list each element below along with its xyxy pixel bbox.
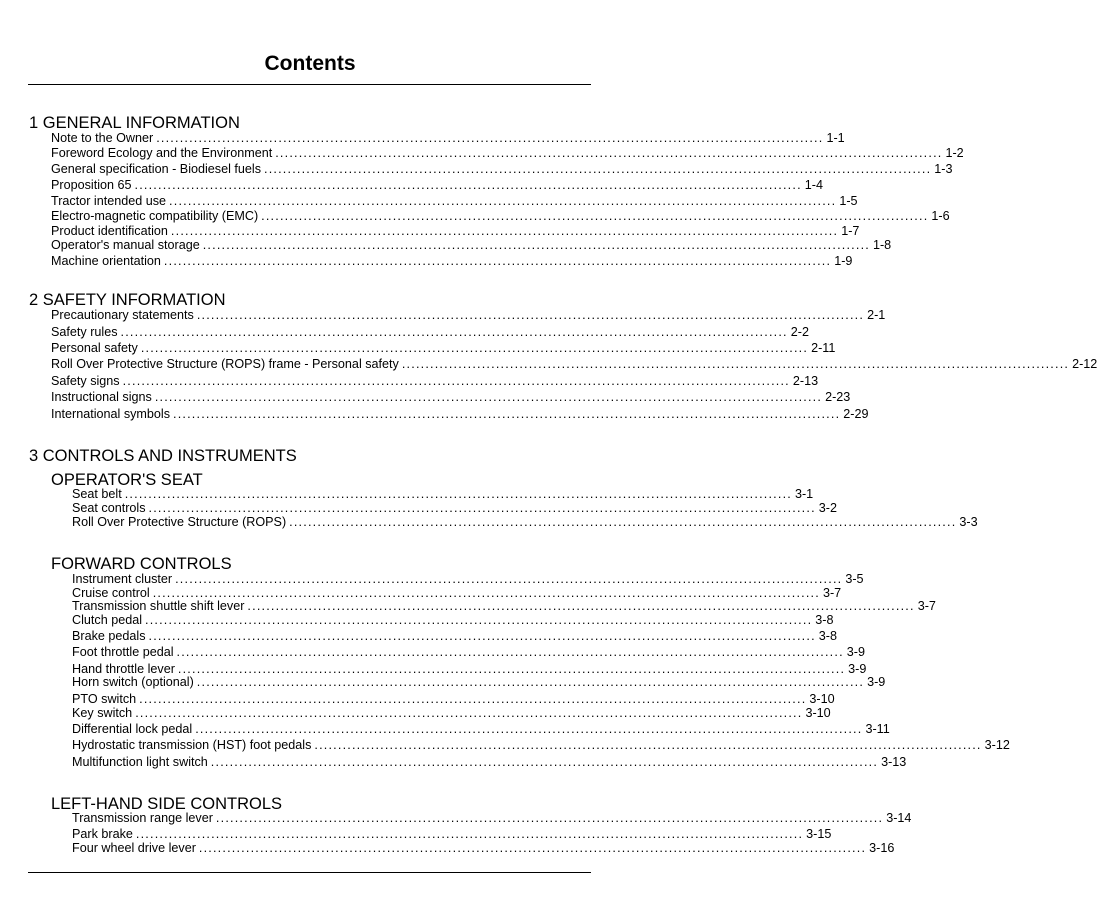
toc-entry-page: 3-1 bbox=[794, 487, 814, 501]
toc-entry-title: Hydrostatic transmission (HST) foot pedals bbox=[72, 738, 312, 752]
dot-leader: .............................................................................................................................................. bbox=[196, 308, 865, 322]
toc-entry-page: 3-9 bbox=[846, 645, 865, 659]
dot-leader: .............................................................................................................................................. bbox=[173, 407, 841, 421]
toc-entry-title: Instructional signs bbox=[51, 390, 152, 404]
dot-leader: .............................................................................................................................................. bbox=[198, 841, 867, 855]
toc-entry-page: 1-3 bbox=[934, 162, 953, 176]
toc-entry-title: Hand throttle lever bbox=[72, 662, 175, 676]
toc-entry[interactable] bbox=[72, 599, 936, 614]
toc-entry[interactable] bbox=[72, 613, 834, 628]
toc-entry[interactable] bbox=[51, 254, 853, 269]
toc-entry[interactable] bbox=[51, 238, 892, 253]
toc-entry-page: 3-5 bbox=[845, 572, 864, 586]
toc-entry-page: 3-10 bbox=[805, 706, 831, 720]
toc-entry[interactable] bbox=[51, 162, 953, 177]
toc-entry[interactable] bbox=[51, 131, 845, 146]
toc-entry-title: Electro-magnetic compatibility (EMC) bbox=[51, 209, 259, 223]
toc-entry-title: Foot throttle pedal bbox=[72, 645, 174, 659]
subsection-heading: LEFT-HAND SIDE CONTROLS bbox=[51, 795, 283, 813]
toc-entry-title: Tractor intended use bbox=[51, 194, 167, 208]
toc-entry-page: 3-2 bbox=[818, 501, 837, 515]
subsection-heading: OPERATOR'S SEAT bbox=[51, 471, 203, 489]
dot-leader: .............................................................................................................................................. bbox=[195, 722, 863, 736]
toc-entry-page: 3-14 bbox=[886, 811, 912, 825]
toc-entry-page: 2-11 bbox=[811, 341, 836, 355]
dot-leader: .............................................................................................................................................. bbox=[261, 209, 929, 223]
toc-entry-page: 2-29 bbox=[843, 407, 869, 421]
bottom-rule bbox=[28, 872, 591, 873]
toc-entry-title: Operator's manual storage bbox=[51, 238, 200, 252]
toc-entry-page: 3-16 bbox=[869, 841, 895, 855]
toc-entry-page: 3-13 bbox=[881, 755, 907, 769]
toc-entry-page: 1-5 bbox=[839, 194, 858, 208]
toc-entry-title: Transmission shuttle shift lever bbox=[72, 599, 245, 613]
toc-entry[interactable] bbox=[72, 722, 890, 737]
toc-entry[interactable] bbox=[72, 645, 865, 660]
toc-entry[interactable] bbox=[51, 224, 860, 239]
toc-entry[interactable] bbox=[72, 487, 814, 502]
toc-entry-title: Seat controls bbox=[72, 501, 146, 515]
dot-leader: .............................................................................................................................................. bbox=[275, 146, 943, 160]
toc-entry[interactable] bbox=[72, 515, 978, 530]
dot-leader: .............................................................................................................................................. bbox=[135, 706, 803, 720]
dot-leader: .............................................................................................................................................. bbox=[314, 738, 982, 752]
toc-entry[interactable] bbox=[51, 209, 950, 224]
toc-entry-page: 3-3 bbox=[959, 515, 978, 529]
toc-entry-title: Personal safety bbox=[51, 341, 138, 355]
toc-entry[interactable] bbox=[51, 178, 823, 193]
toc-entry-title: Safety rules bbox=[51, 325, 118, 339]
toc-entry-title: Proposition 65 bbox=[51, 178, 132, 192]
toc-entry-page: 3-7 bbox=[917, 599, 936, 613]
dot-leader: .............................................................................................................................................. bbox=[134, 178, 802, 192]
dot-leader: .............................................................................................................................................. bbox=[175, 572, 843, 586]
toc-entry-title: Multifunction light switch bbox=[72, 755, 208, 769]
toc-entry[interactable] bbox=[72, 811, 912, 826]
toc-entry-title: Differential lock pedal bbox=[72, 722, 193, 736]
toc-entry[interactable] bbox=[72, 706, 831, 721]
dot-leader: .............................................................................................................................................. bbox=[177, 662, 846, 676]
toc-entry-title: PTO switch bbox=[72, 692, 137, 706]
dot-leader: .............................................................................................................................................. bbox=[176, 645, 844, 659]
toc-entry[interactable] bbox=[72, 841, 895, 856]
toc-entry[interactable] bbox=[51, 146, 964, 161]
toc-entry[interactable] bbox=[72, 501, 837, 516]
toc-entry-title: Foreword Ecology and the Environment bbox=[51, 146, 273, 160]
dot-leader: .............................................................................................................................................. bbox=[210, 755, 879, 769]
toc-entry-title: Instrument cluster bbox=[72, 572, 173, 586]
section-heading: 3 CONTROLS AND INSTRUMENTS bbox=[29, 447, 297, 465]
dot-leader: .............................................................................................................................................. bbox=[140, 341, 809, 355]
toc-entry-page: 2-23 bbox=[825, 390, 851, 404]
toc-entry-page: 3-7 bbox=[822, 586, 842, 600]
toc-entry-page: 2-13 bbox=[792, 374, 819, 388]
toc-entry-page: 3-9 bbox=[848, 662, 867, 676]
dot-leader: .............................................................................................................................................. bbox=[148, 501, 816, 515]
toc-entry-page: 3-8 bbox=[815, 613, 834, 627]
toc-entry-page: 3-15 bbox=[806, 827, 832, 841]
dot-leader: .............................................................................................................................................. bbox=[120, 325, 788, 339]
dot-leader: .............................................................................................................................................. bbox=[124, 487, 792, 501]
toc-entry[interactable] bbox=[72, 827, 832, 842]
toc-entry-title: Precautionary statements bbox=[51, 308, 194, 322]
dot-leader: .............................................................................................................................................. bbox=[169, 194, 837, 208]
toc-entry[interactable] bbox=[51, 390, 851, 405]
dot-leader: .............................................................................................................................................. bbox=[148, 629, 816, 643]
toc-entry[interactable] bbox=[51, 341, 836, 356]
toc-entry-page: 1-2 bbox=[945, 146, 964, 160]
dot-leader: .............................................................................................................................................. bbox=[154, 390, 823, 404]
dot-leader: .............................................................................................................................................. bbox=[163, 254, 832, 268]
toc-entry[interactable] bbox=[72, 675, 886, 690]
dot-leader: .............................................................................................................................................. bbox=[122, 374, 790, 388]
toc-entry-page: 2-2 bbox=[790, 325, 809, 339]
toc-entry[interactable] bbox=[51, 194, 858, 209]
dot-leader: .............................................................................................................................................. bbox=[289, 515, 957, 529]
toc-entry-page: 1-8 bbox=[872, 238, 892, 252]
toc-entry-page: 3-12 bbox=[984, 738, 1010, 752]
toc-entry-page: 2-1 bbox=[867, 308, 886, 322]
toc-entry-page: 1-6 bbox=[931, 209, 950, 223]
dot-leader: .............................................................................................................................................. bbox=[135, 827, 804, 841]
toc-entry[interactable] bbox=[72, 629, 837, 644]
toc-entry-page: 3-8 bbox=[818, 629, 837, 643]
toc-entry-page: 3-10 bbox=[809, 692, 835, 706]
toc-entry[interactable] bbox=[72, 755, 907, 770]
toc-entry-title: Safety signs bbox=[51, 374, 120, 388]
toc-entry-title: Note to the Owner bbox=[51, 131, 154, 145]
toc-entry-title: International symbols bbox=[51, 407, 171, 421]
toc-entry-page: 1-4 bbox=[804, 178, 823, 192]
top-rule bbox=[28, 84, 591, 85]
toc-entry-page: 1-7 bbox=[841, 224, 860, 238]
toc-entry-page: 1-9 bbox=[834, 254, 853, 268]
dot-leader: .............................................................................................................................................. bbox=[215, 811, 884, 825]
toc-entry[interactable] bbox=[51, 407, 869, 422]
toc-entry[interactable] bbox=[51, 357, 1097, 372]
toc-entry-title: Transmission range lever bbox=[72, 811, 213, 825]
toc-entry[interactable] bbox=[72, 692, 835, 707]
toc-entry-page: 2-12 bbox=[1072, 357, 1097, 371]
dot-leader: .............................................................................................................................................. bbox=[264, 162, 932, 176]
toc-entry[interactable] bbox=[51, 308, 886, 323]
toc-entry[interactable] bbox=[72, 572, 864, 587]
section-heading: 2 SAFETY INFORMATION bbox=[29, 291, 226, 309]
toc-entry-title: Clutch pedal bbox=[72, 613, 143, 627]
toc-entry[interactable] bbox=[51, 325, 809, 340]
dot-leader: .............................................................................................................................................. bbox=[202, 238, 870, 252]
toc-entry-title: Roll Over Protective Structure (ROPS) frame - Personal safety bbox=[51, 357, 399, 371]
dot-leader: .............................................................................................................................................. bbox=[247, 599, 915, 613]
dot-leader: .............................................................................................................................................. bbox=[139, 692, 807, 706]
dot-leader: .............................................................................................................................................. bbox=[156, 131, 824, 145]
dot-leader: .............................................................................................................................................. bbox=[145, 613, 813, 627]
toc-entry[interactable] bbox=[72, 738, 1010, 753]
toc-entry-title: Cruise control bbox=[72, 586, 150, 600]
dot-leader: .............................................................................................................................................. bbox=[196, 675, 865, 689]
toc-entry-page: 3-9 bbox=[867, 675, 886, 689]
toc-entry-page: 3-11 bbox=[865, 722, 890, 736]
dot-leader: .............................................................................................................................................. bbox=[170, 224, 839, 238]
toc-entry-title: General specification - Biodiesel fuels bbox=[51, 162, 262, 176]
section-heading: 1 GENERAL INFORMATION bbox=[29, 114, 240, 132]
toc-entry-title: Product identification bbox=[51, 224, 168, 238]
toc-entry-title: Park brake bbox=[72, 827, 133, 841]
toc-entry-title: Machine orientation bbox=[51, 254, 161, 268]
toc-entry-title: Horn switch (optional) bbox=[72, 675, 194, 689]
dot-leader: .............................................................................................................................................. bbox=[401, 357, 1070, 371]
toc-entry-page: 1-1 bbox=[826, 131, 845, 145]
subsection-heading: FORWARD CONTROLS bbox=[51, 555, 232, 573]
toc-entry-title: Seat belt bbox=[72, 487, 122, 501]
toc-entry-title: Four wheel drive lever bbox=[72, 841, 196, 855]
toc-entry-title: Brake pedals bbox=[72, 629, 146, 643]
toc-entry-title: Roll Over Protective Structure (ROPS) bbox=[72, 515, 287, 529]
page-title: Contents bbox=[264, 52, 356, 75]
dot-leader: .............................................................................................................................................. bbox=[152, 586, 820, 600]
toc-entry-title: Key switch bbox=[72, 706, 133, 720]
toc-entry[interactable] bbox=[51, 374, 819, 389]
